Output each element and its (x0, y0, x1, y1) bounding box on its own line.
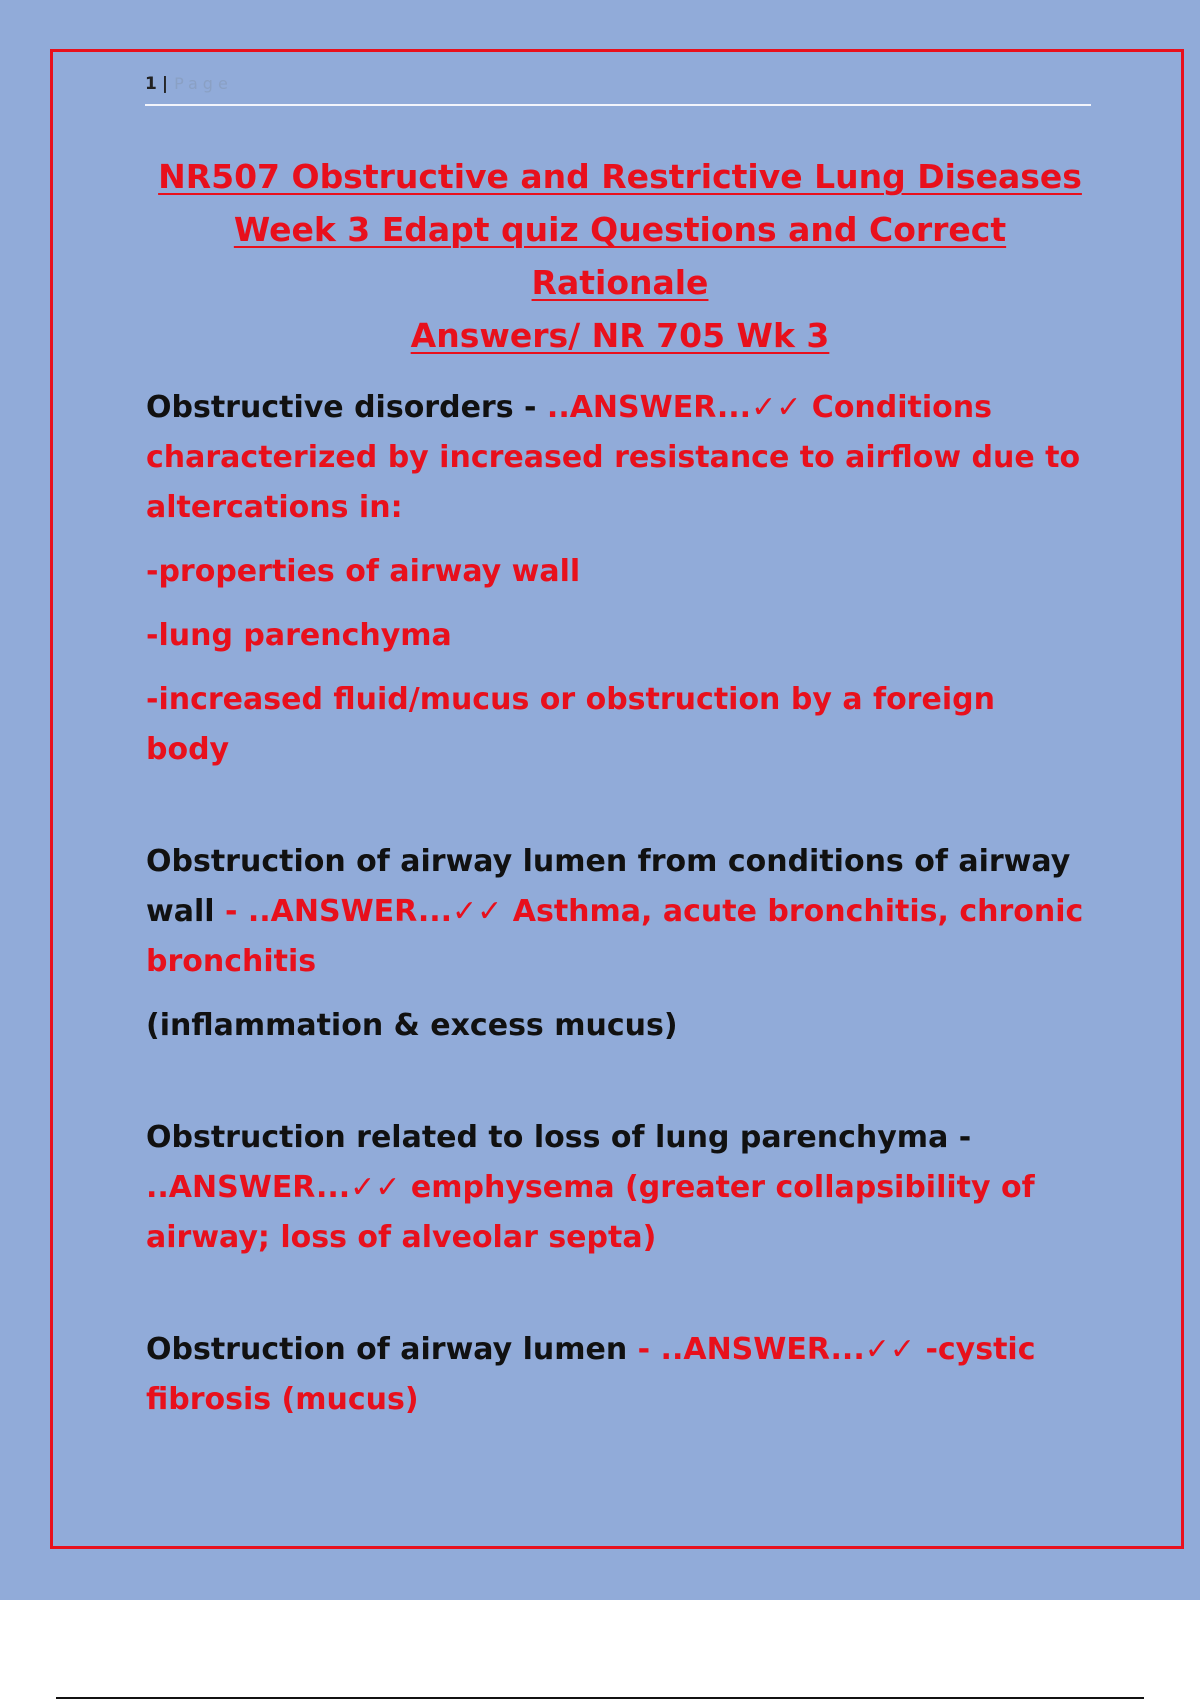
title-line-1: NR507 Obstructive and Restrictive Lung Diseases (158, 157, 1082, 196)
title-line-3: Answers/ NR 705 Wk 3 (410, 316, 830, 355)
answer-detail-line: -lung parenchyma (146, 618, 452, 653)
answer-marker: - ..ANSWER...✓✓ (214, 894, 513, 929)
qa-item (146, 1325, 1086, 1425)
answer-text: -cystic fibrosis (mucus) (146, 1332, 1036, 1417)
answer-text: emphysema (greater collapsibility of airway; loss of alveolar septa) (146, 1170, 1035, 1255)
question-text: Obstruction of airway lumen from conditions of airway wall (146, 844, 1071, 929)
qa-item (146, 1113, 1086, 1263)
page-header (145, 74, 1091, 106)
qa-content (146, 383, 1086, 1425)
answer-detail-line: (inflammation & excess mucus) (146, 1008, 678, 1043)
page-number: 1 (145, 74, 158, 94)
question-text: Obstructive disorders - (146, 390, 547, 425)
title-line-2: Week 3 Edapt quiz Questions and Correct Rationale (233, 210, 1007, 302)
footer-rule (56, 1697, 1144, 1699)
answer-marker: ..ANSWER...✓✓ (146, 1170, 411, 1205)
answer-text: Conditions characterized by increased resistance to airflow due to altercations in: (146, 390, 1081, 525)
page-separator: | (161, 74, 169, 94)
question-text: Obstruction of airway lumen (146, 1332, 628, 1367)
page-label: Page (174, 74, 233, 93)
qa-item (146, 383, 1086, 775)
answer-marker: ..ANSWER...✓✓ (546, 390, 812, 425)
answer-detail-line: -properties of airway wall (146, 554, 581, 589)
answer-text: Asthma, acute bronchitis, chronic bronchitis (146, 894, 1084, 979)
answer-detail-line: -increased fluid/mucus or obstruction by a foreign body (146, 682, 995, 767)
document-title (140, 150, 1100, 362)
answer-marker: - ..ANSWER...✓✓ (627, 1332, 926, 1367)
qa-item (146, 837, 1086, 1051)
question-text: Obstruction related to loss of lung parenchyma - (146, 1120, 972, 1155)
